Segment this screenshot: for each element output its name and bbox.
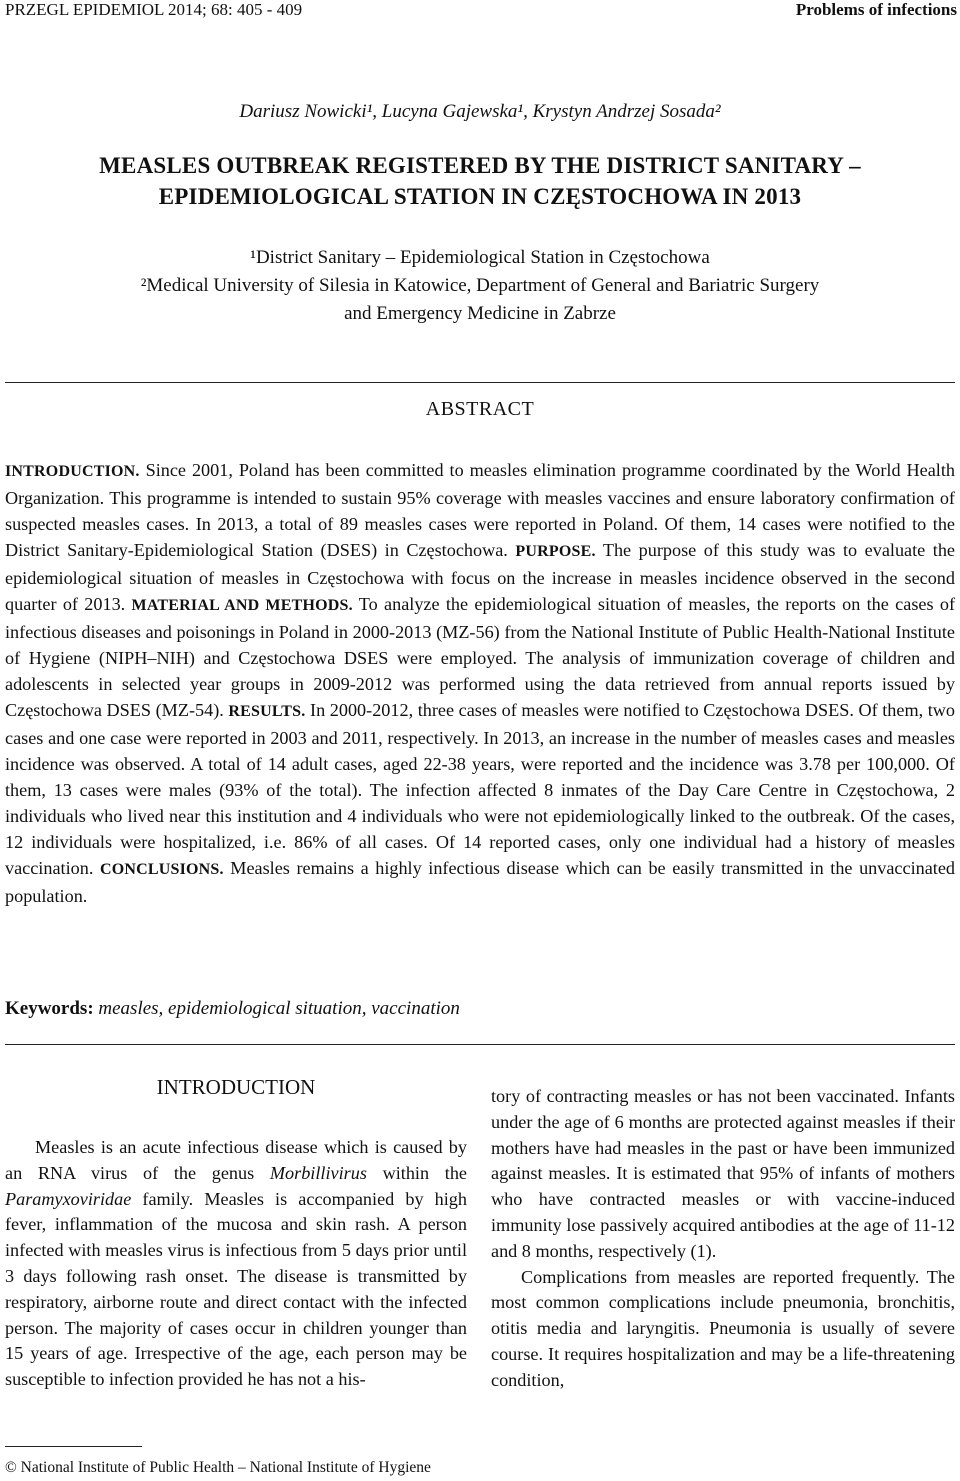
affiliation-2: ²Medical University of Silesia in Katowice, Department of General and Bariatric Surgery [140,275,820,296]
intro-p1-text-a: Measles is an acute infectious disease which is caused by an RNA virus of the genus [5,1137,467,1183]
intro-label: INTRODUCTION. [5,463,140,480]
section-label: Problems of infections [795,0,957,19]
family-name: Paramyxoviridae [5,1188,132,1209]
affiliation-1: ¹District Sanitary – Epidemiological Station in Częstochowa [250,247,710,268]
purpose-label: PURPOSE. [515,543,596,560]
paper-title-line-1: MEASLES OUTBREAK REGISTERED BY THE DISTRICT SANITARY – [99,153,861,178]
results-label: RESULTS. [228,703,306,720]
keywords-label: Keywords: [5,998,94,1019]
keywords [5,998,460,1020]
paper-title-line-2: EPIDEMIOLOGICAL STATION IN CZĘSTOCHOWA IN 2013 [158,184,802,209]
conclusions-text: Measles remains a highly infectious disease which can be easily transmitted in the unvaccinated population. [5,858,956,906]
footnote-rule [5,1446,142,1447]
purpose-text: The purpose of this study was to evaluate the epidemiological situation of measles in Częstochowa with focus on the increase in measles incidence observed in the second quarter of 2013. [5,540,955,614]
results-text: In 2000-2012, three cases of measles were notified to Częstochowa DSES. Of them, two cases and one case were reported in 2003 and 2011, respectively. In 2013, an increase in the number of measles cases and measles incidence was observed. A total of 14 adult cases, aged 22-38 years, were reported and the incidence was 3.78 per 100,000. Of them, 13 cases were males (93% of the total). The infection affected 8 inmates of the Day Care Centre in Częstochowa, 2 individuals who lived near this institution and 4 individuals who were not epidemiologically linked to the outbreak. Of the cases, 12 individuals were hospitalized, i.e. 86% of all cases. Of 14 reported cases, only one individual had a history of measles vaccination. [5,700,955,878]
column-right [491,1084,955,1394]
intro-text: Since 2001, Poland has been committed to measles elimination programme coordinated by the World Health Organization. This programme is intended to sustain 95% coverage with measles vaccines and ensure laboratory confirmation of suspected measles cases. In 2013, a total of 89 measles cases were reported in Poland. Of them, 14 cases were notified to the District Sanitary-Epidemiological Station (DSES) in Częstochowa. [5,460,955,560]
affiliation-3: and Emergency Medicine in Zabrze [344,303,616,324]
intro-paragraph-1 [5,1135,467,1393]
conclusions-label: CONCLUSIONS. [99,861,224,878]
top-rule [5,382,955,383]
copyright-footnote: © National Institute of Public Health – National Institute of Hygiene [5,1459,431,1476]
introduction-heading: INTRODUCTION [156,1075,316,1099]
methods-text: To analyze the epidemiological situation of measles, the reports on the cases of infectious diseases and poisonings in Poland in 2000-2013 (MZ-56) from the National Institute of Public Health-National Institute of Hygiene (NIPH–NIH) and Częstochowa DSES were employed. The analysis of immunization coverage of children and adolescents in selected year groups in 2009-2012 was performed using the data retrieved from annual reports issued by Częstochowa DSES (MZ-54). [5,594,956,720]
methods-label: MATERIAL AND METHODS. [131,597,353,614]
intro-p1-text-b: within the [366,1162,467,1183]
column-left [5,1135,467,1393]
abstract-heading: ABSTRACT [425,398,535,420]
genus-name: Morbillivirus [269,1162,367,1183]
abstract-body [5,457,955,909]
intro-p1-text-c: family. Measles is accompanied by high fever, inflammation of the mucosa and skin rash. A person infected with measles virus is infectious from 5 days prior until 3 days following rash onset. The disease is transmitted by respiratory, airborne route and direct contact with the infected person. The majority of cases occur in children younger than 15 years of age. Irrespective of the age, each person may be susceptible to infection provided he has not a his- [5,1188,467,1390]
intro-paragraph-1-continued: tory of contracting measles or has not been vaccinated. Infants under the age of 6 months are protected against measles if their mothers have had measles in the past or have been immunized against measles. It is estimated that 95% of infants of mothers who have contracted measles or with vaccine-induced immunity lose passively acquired antibodies at the age of 11-12 and 8 months, respectively (1). [491,1086,955,1261]
authors: Dariusz Nowicki¹, Lucyna Gajewska¹, Krystyn Andrzej Sosada² [239,101,721,122]
keywords-text: measles, epidemiological situation, vaccination [93,998,460,1019]
journal-citation: PRZEGL EPIDEMIOL 2014; 68: 405 - 409 [5,0,303,19]
intro-paragraph-2: Complications from measles are reported frequently. The most common complications include pneumonia, bronchitis, otitis media and laryngitis. Pneumonia is usually of severe course. It requires hospitalization and may be a life-threatening condition, [491,1266,955,1390]
middle-rule [5,1044,955,1045]
